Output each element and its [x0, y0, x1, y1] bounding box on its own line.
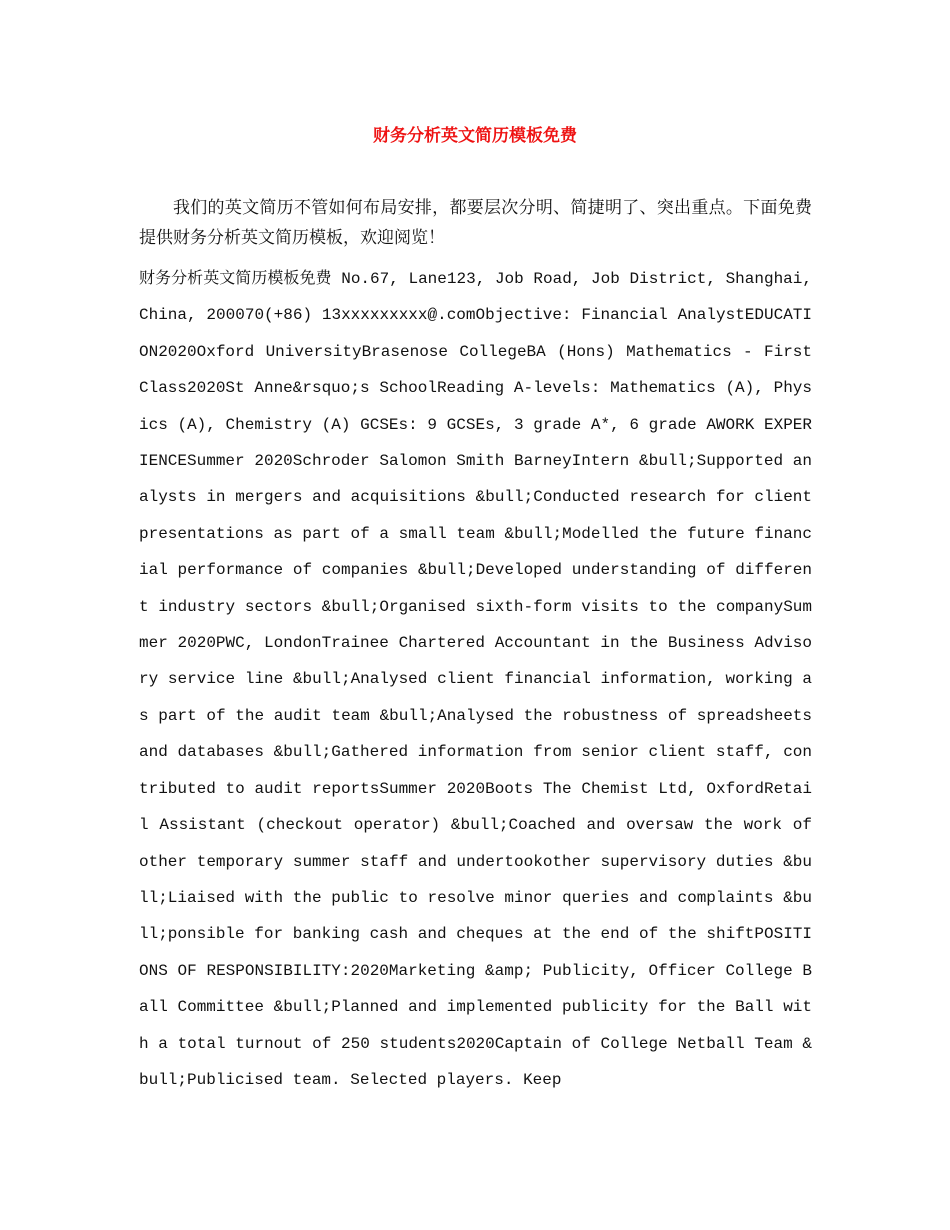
resume-body-text: 财务分析英文简历模板免费 No.67, Lane123, Job Road, Job District, Shanghai, China, 200070(+86) 13xxxxxxxxx@.comObjective: Financial AnalystEDUCATION2020Oxford UniversityBrasenose CollegeBA (Hons) Mathematics - First Class2020St Anne&rsquo;s SchoolReading A-levels: Mathematics (A), Physics (A), Chemistry (A) GCSEs: 9 GCSEs, 3 grade A*, 6 grade AWORK EXPERIENCESummer 2020Schroder Salomon Smith BarneyIntern &bull;Supported analysts in mergers and acquisitions &bull;Conducted research for client presentations as part of a small team &bull;Modelled the future financial performance of companies &bull;Developed understanding of different industry sectors &bull;Organised sixth-form visits to the companySummer 2020PWC, LondonTrainee Chartered Accountant in the Business Advisory service line &bull;Analysed client financial information, working as part of the audit team &bull;Analysed the robustness of spreadsheets and databases &bull;Gathered information from senior client staff, contributed to audit reportsSummer 2020Boots The Chemist Ltd, OxfordRetail Assistant (checkout operator) &bull;Coached and oversaw the work of other temporary summer staff and undertookother supervisory duties &bull;Liaised with the public to resolve minor queries and complaints &bull;ponsible for banking cash and cheques at the end of the shiftPOSITIONS OF RESPONSIBILITY:2020Marketing &amp; Publicity, Officer College Ball Committee &bull;Planned and implemented publicity for the Ball with a total turnout of 250 students2020Captain of College Netball Team &bull;Publicised team. Selected players. Keep — [139, 270, 812, 1089]
intro-paragraph: 我们的英文简历不管如何布局安排，都要层次分明、简捷明了、突出重点。下面免费提供财务分析英文简历模板，欢迎阅览！ — [139, 198, 812, 248]
page-title: 财务分析英文简历模板免费 — [373, 126, 577, 146]
